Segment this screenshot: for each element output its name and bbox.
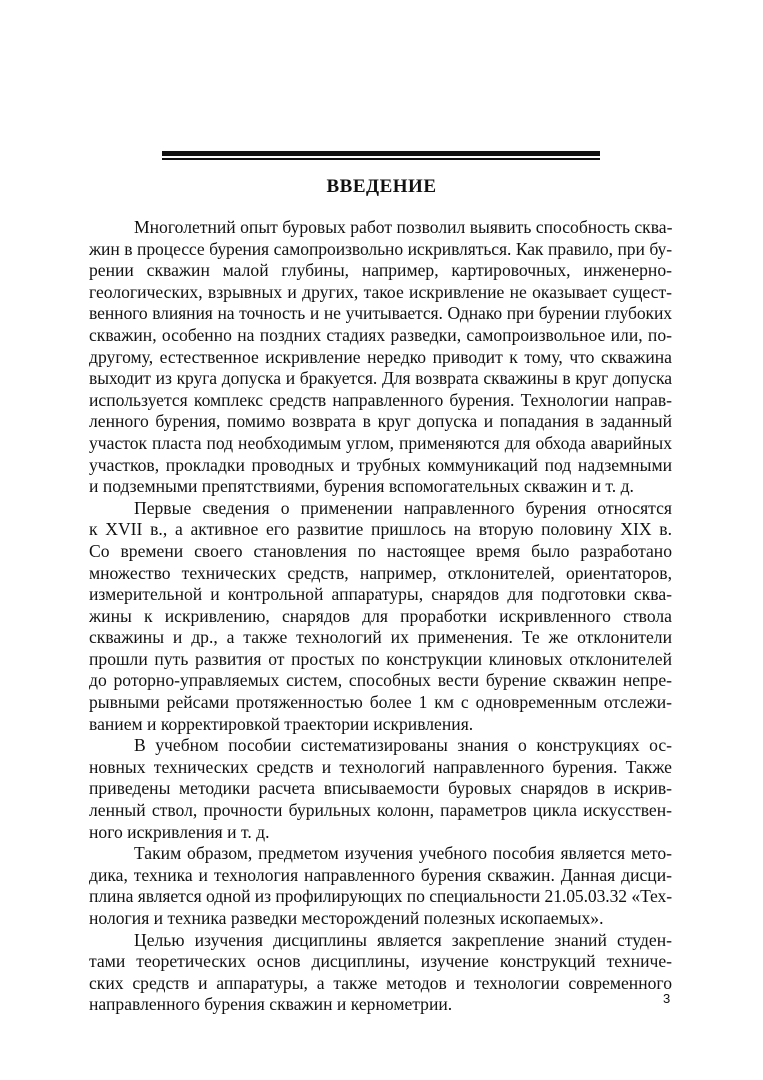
text-line: геологических, взрывных и других, такое искривление не оказывает сущест- xyxy=(89,281,672,302)
text-line: дика, техника и технология направленного бурения скважин. Данная дисци- xyxy=(89,864,672,885)
text-line: прошли путь развития от простых по конструкции клиновых отклонителей xyxy=(89,648,672,669)
text-line: жины к искривлению, снарядов для проработки искривленного ствола xyxy=(89,605,672,626)
text-line: ленный ствол, прочности бурильных колонн, параметров цикла искусствен- xyxy=(89,800,672,821)
text-line: ного искривления и т. д. xyxy=(89,821,270,842)
text-line: Таким образом, предметом изучения учебного пособия является мето- xyxy=(134,843,672,864)
paragraph xyxy=(89,735,672,843)
paragraph xyxy=(89,930,672,1016)
text-line: направленного бурения скважин и кернометрии. xyxy=(89,994,453,1015)
text-line: к XVII в., а активное его развитие пришлось на вторую половину XIX в. xyxy=(89,519,672,540)
text-line: новных технических средств и технологий направленного бурения. Также xyxy=(89,756,672,777)
text-line: тами теоретических основ дисциплины, изучение конструкций техниче- xyxy=(89,951,672,972)
text-line: приведены методики расчета вписываемости буровых снарядов в искрив- xyxy=(89,778,672,799)
text-line: Многолетний опыт буровых работ позволил выявить способность сква- xyxy=(134,217,673,237)
text-line: ских средств и аппаратуры, а также методов и технологии современного xyxy=(89,972,672,993)
text-line: участков, прокладки проводных и трубных коммуникаций под надземными xyxy=(89,454,672,475)
text-line: и подземными препятствиями, бурения вспомогательных скважин и т. д. xyxy=(89,476,634,497)
header-rule-thick xyxy=(162,151,600,156)
text-line: плина является одной из профилирующих по специальности 21.05.03.32 «Тех- xyxy=(89,886,672,907)
text-line: измерительной и контрольной аппаратуры, снарядов для подготовки сква- xyxy=(89,584,672,605)
body-text xyxy=(89,217,672,1016)
text-line: ванием и корректировкой траектории искривления. xyxy=(89,713,474,734)
text-line: рении скважин малой глубины, например, картировочных, инженерно- xyxy=(89,260,672,281)
text-line: нология и техника разведки месторождений полезных ископаемых». xyxy=(89,908,604,928)
text-line: скважин, особенно на поздних стадиях разведки, самопроизвольное или, по- xyxy=(89,324,672,345)
text-line: множество технических средств, например, отклонителей, ориентаторов, xyxy=(89,562,672,583)
page-number: 3 xyxy=(663,991,671,1006)
text-line: другому, естественное искривление нередко приводит к тому, что скважина xyxy=(89,346,672,367)
text-line: до роторно-управляемых систем, способных вести бурение скважин непре- xyxy=(89,670,672,691)
text-line: используется комплекс средств направленного бурения. Технологии направ- xyxy=(89,389,672,410)
text-line: В учебном пособии систематизированы знания о конструкциях ос- xyxy=(134,735,672,756)
paragraph xyxy=(89,217,672,498)
text-line: жин в процессе бурения самопроизвольно искривляться. Как правило, при бу- xyxy=(89,238,672,259)
text-line: скважины и др., а также технологий их применения. Те же отклонители xyxy=(89,627,672,648)
paragraph xyxy=(89,843,672,929)
page-title: ВВЕДЕНИЕ xyxy=(326,176,437,197)
header-rule-thin xyxy=(162,158,600,160)
paragraph xyxy=(89,498,672,736)
text-line: венного влияния на точность и не учитывается. Однако при бурении глубоких xyxy=(89,303,672,324)
text-line: рывными рейсами протяженностью более 1 км с одновременным отслежи- xyxy=(89,692,672,713)
text-line: Целью изучения дисциплины является закрепление знаний студен- xyxy=(134,929,672,950)
text-line: ленного бурения, помимо возврата в круг допуска и попадания в заданный xyxy=(89,411,672,432)
text-line: выходит из круга допуска и бракуется. Для возврата скважины в круг допуска xyxy=(89,368,672,389)
text-line: Со времени своего становления по настоящее время было разработано xyxy=(89,540,672,561)
text-line: участок пласта под необходимым углом, применяются для обхода аварийных xyxy=(89,432,672,453)
text-line: Первые сведения о применении направленного бурения относятся xyxy=(134,497,672,518)
